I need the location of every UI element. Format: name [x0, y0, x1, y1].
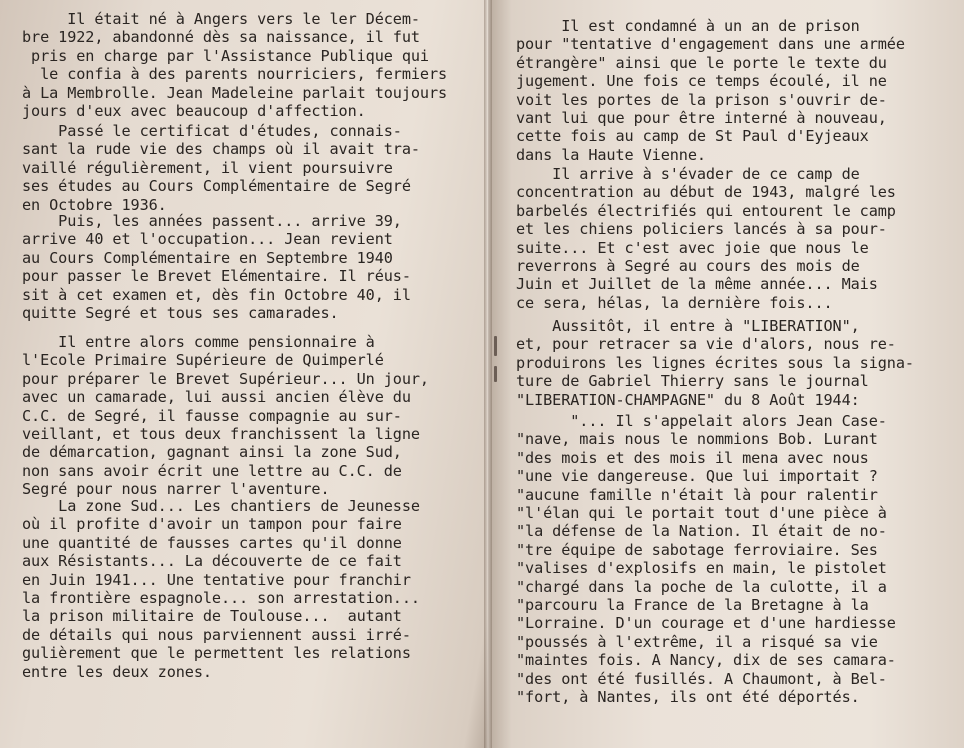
- paragraph-escape: Il arrive à s'évader de ce camp de concentration au début de 1943, malgré les barbelés électrifiés qui entourent le camp et les chiens policiers lancés à sa pour- suite... Et c'est avec joie que nous le reverrons à Segré au cours des mois de Juin et Juillet de la même année... Mais ce sera, hélas, la dernière fois...: [516, 165, 896, 312]
- paragraph-zone-sud: La zone Sud... Les chantiers de Jeunesse où il profite d'avoir un tampon pour faire une quantité de fausses cartes qu'il donne aux Résistants... La découverte de ce fait en Juin 1941... Une tentative pour franchir la frontière espagnole... son arrestation... la prison militaire de Toulouse... autant de détails qui nous parviennent aussi irré- gulièrement que le permettent les relations entre les deux zones.: [22, 497, 420, 681]
- paragraph-liberation: Aussitôt, il entre à "LIBERATION", et, pour retracer sa vie d'alors, nous re- produirons les lignes écrites sous la signa- ture de Gabriel Thierry sans le journal "LIBERATION-CHAMPAGNE" du 8 Août 1944:: [516, 317, 914, 409]
- paragraph-certificate: Passé le certificat d'études, connais- sant la rude vie des champs où il avait tra- vaillé régulièrement, il vient poursuivre ses études au Cours Complémentaire de Segré en Octobre 1936.: [22, 122, 420, 214]
- staple-top: [494, 336, 497, 356]
- staple-bottom: [494, 366, 497, 382]
- paragraph-birth: Il était né à Angers vers le ler Décem- bre 1922, abandonné dès sa naissance, il fut pris en charge par l'Assistance Publique qui le confia à des parents nourriciers, fermiers à La Membrolle. Jean Madeleine parlait toujours jours d'eux avec beaucoup d'affection.: [22, 10, 448, 121]
- booklet-gutter: [484, 0, 492, 748]
- paragraph-newspaper-quote: "... Il s'appelait alors Jean Case- "nave, mais nous le nommions Bob. Lurant "des mois et des mois il mena avec nous "une vie dangereuse. Que lui importait ? "aucune famille n'était là pour ralentir "l'élan qui le portait tout d'une pièce à "la défense de la Nation. Il était de no- "tre équipe de sabotage ferroviaire. Ses "valises d'explosifs en main, le pistolet "chargé dans la poche de la culotte, il a "parcouru la France de la Bretagne à la "Lorraine. D'un courage et d'une hardiesse "poussés à l'extrême, il a risqué sa vie "maintes fois. A Nancy, dix de ses camara- "des ont été fusillés. A Chaumont, à Bel- "fort, à Nantes, ils ont été déportés.: [516, 412, 896, 707]
- paragraph-prison: Il est condamné à un an de prison pour "tentative d'engagement dans une armée étrangère" ainsi que le porte le texte du jugement. Une fois ce temps écoulé, il ne voit les portes de la prison s'ouvrir de- vant lui que pour être interné à nouveau, cette fois au camp de St Paul d'Eyjeaux dans la Haute Vienne.: [516, 17, 905, 164]
- paragraph-occupation: Puis, les années passent... arrive 39, arrive 40 et l'occupation... Jean revient au Cours Complémentaire en Septembre 1940 pour passer le Brevet Elémentaire. Il réus- sit à cet examen et, dès fin Octobre 40, il quitte Segré et tous ses camarades.: [22, 212, 411, 323]
- right-page: [488, 0, 964, 748]
- paragraph-quimperle: Il entre alors comme pensionnaire à l'Ecole Primaire Supérieure de Quimperlé pour préparer le Brevet Supérieur... Un jour, avec un camarade, lui aussi ancien élève du C.C. de Segré, il fausse compagnie au sur- veillant, et tous deux franchissent la ligne de démarcation, gagnant ainsi la zone Sud, non sans avoir écrit une lettre au C.C. de Segré pour nous narrer l'aventure.: [22, 333, 429, 499]
